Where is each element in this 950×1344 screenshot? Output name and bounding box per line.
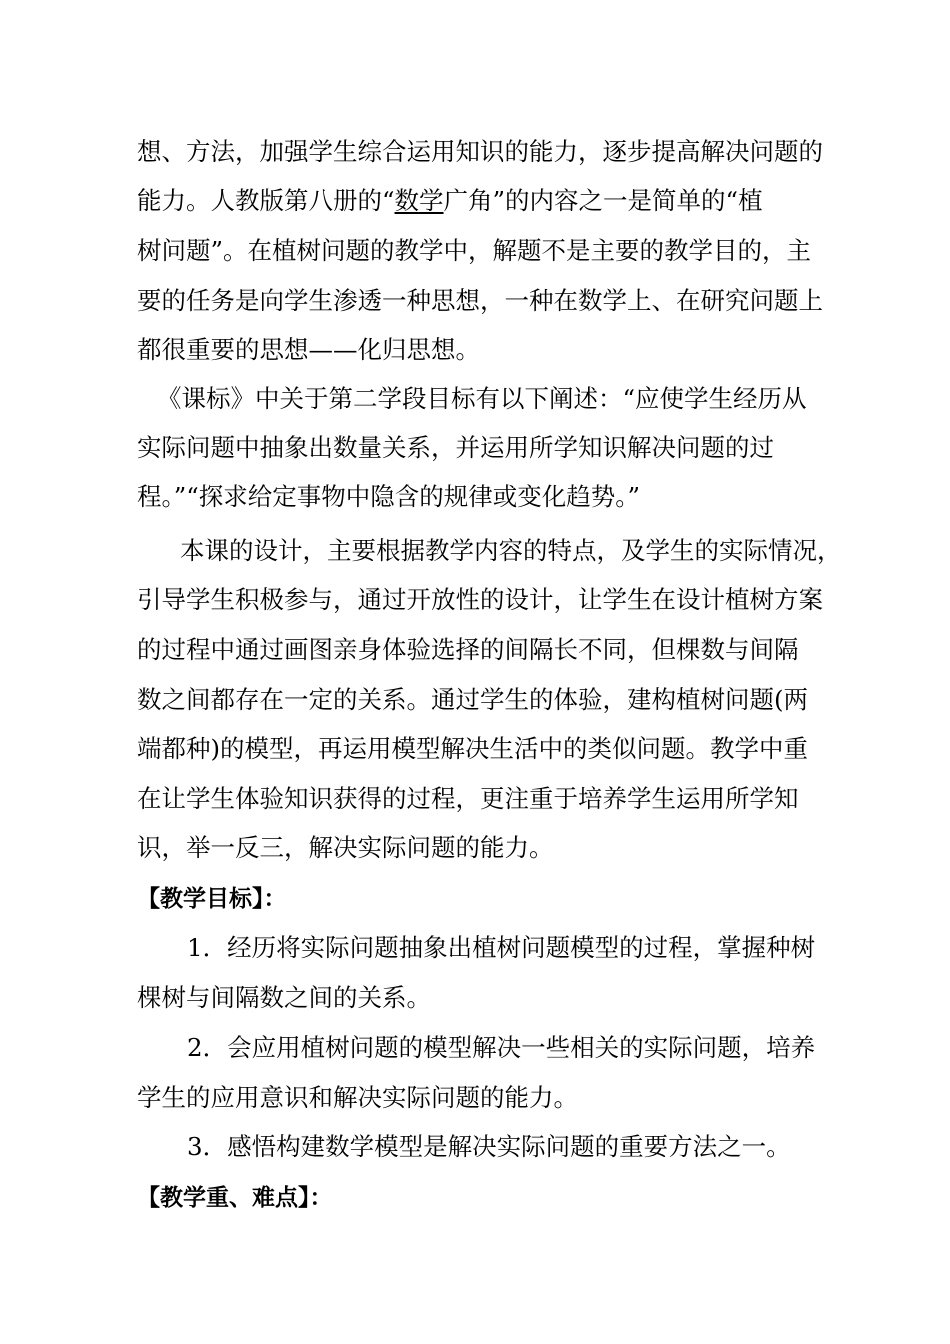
- paragraph-line: [137, 185, 857, 217]
- section-heading-objectives: 【教学目标】：: [137, 886, 287, 912]
- paragraph-line: 要的任务是向学生渗透一种思想，一种在数学上、在研究问题上: [137, 286, 823, 315]
- objective-item: 3．感悟构建数学模型是解决实际问题的重要方法之一。: [187, 1132, 791, 1161]
- text-segment: 能力。人教版第八册的“: [137, 186, 395, 215]
- paragraph-line: 树问题”。在植树问题的教学中，解题不是主要的教学目的，主: [137, 236, 812, 265]
- objective-item: 棵树与间隔数之间的关系。: [137, 983, 431, 1012]
- paragraph-line: 识，举一反三，解决实际问题的能力。: [137, 833, 554, 862]
- paragraph-line: 想、方法，加强学生综合运用知识的能力，逐步提高解决问题的: [137, 137, 823, 166]
- paragraph-line: 数之间都存在一定的关系。通过学生的体验，建构植树问题(两: [137, 685, 809, 714]
- objective-item: 2．会应用植树问题的模型解决一些相关的实际问题，培养: [187, 1033, 816, 1062]
- section-heading-key-points: 【教学重、难点】：: [137, 1185, 333, 1211]
- paragraph-line: 实际问题中抽象出数量关系，并运用所学知识解决问题的过: [137, 433, 774, 462]
- paragraph-line: 在让学生体验知识获得的过程，更注重于培养学生运用所学知: [137, 784, 799, 813]
- paragraph-line: 《课标》中关于第二学段目标有以下阐述：“应使学生经历从: [157, 384, 807, 413]
- objective-item: 1．经历将实际问题抽象出植树问题模型的过程，掌握种树: [187, 933, 816, 962]
- paragraph-line: 本课的设计，主要根据教学内容的特点，及学生的实际情况，: [180, 536, 842, 565]
- paragraph-line: 程。”“探求给定事物中隐含的规律或变化趋势。”: [137, 482, 641, 511]
- underlined-text: 数学: [394, 186, 444, 215]
- text-segment: 广角”的内容之一是简单的“植: [443, 186, 763, 215]
- paragraph-line: 引导学生积极参与，通过开放性的设计，让学生在设计植树方案: [137, 585, 823, 614]
- paragraph-line: 的过程中通过画图亲身体验选择的间隔长不同，但棵数与间隔: [137, 635, 799, 664]
- objective-item: 学生的应用意识和解决实际问题的能力。: [137, 1083, 578, 1112]
- paragraph-line: 端都种)的模型，再运用模型解决生活中的类似问题。教学中重: [137, 734, 809, 763]
- paragraph-line: 都很重要的思想——化归思想。: [137, 335, 480, 364]
